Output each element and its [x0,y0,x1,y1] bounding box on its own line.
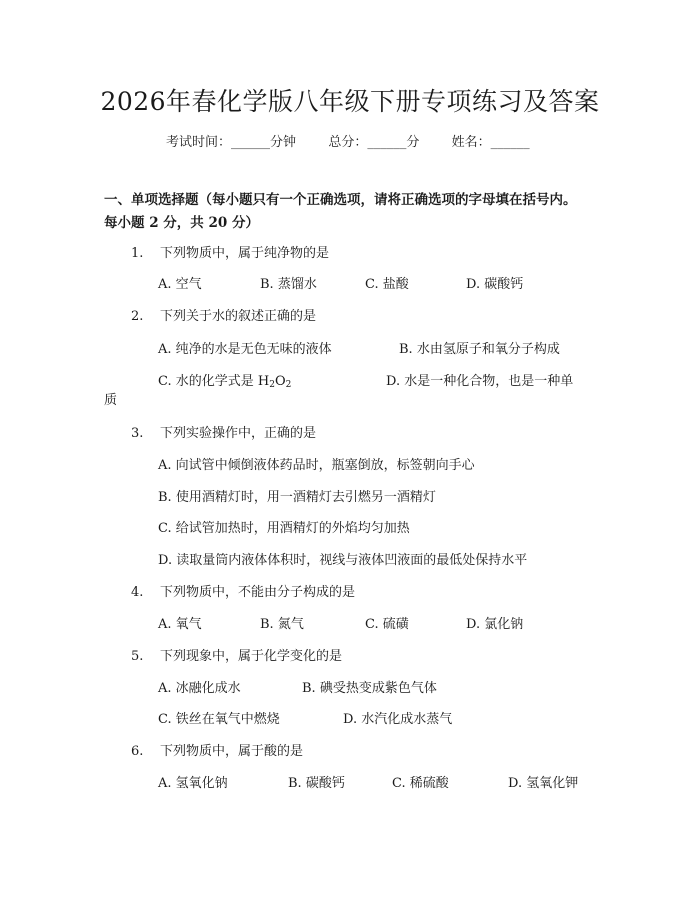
question-number: 5. [131,649,144,664]
question-text: 下列现象中，属于化学变化的是 [159,649,342,664]
option-6c: C. 稀硫酸 [392,776,449,791]
question-1 [131,246,329,262]
option-5b: B. 碘受热变成紫色气体 [302,681,437,696]
total-score-unit: 分 [406,135,420,150]
question-number: 4. [131,585,144,600]
option-1b: B. 蒸馏水 [260,277,317,292]
option-1a: A. 空气 [158,277,202,292]
option-3c: C. 给试管加热时，用酒精灯的外焰均匀加热 [158,521,410,536]
section-heading-line1: 一、单项选择题（每小题只有一个正确选项，请将正确选项的字母填在括号内。 [104,192,577,208]
total-score-label: 总分： [328,135,368,150]
question-4 [131,585,355,601]
option-3b: B. 使用酒精灯时，用一酒精灯去引燃另一酒精灯 [158,490,436,505]
section-heading [104,189,604,235]
option-1c: C. 盐酸 [365,277,409,292]
option-6a: A. 氢氧化钠 [158,776,228,791]
option-2b: B. 水由氢原子和氧分子构成 [399,342,560,357]
question-number: 6. [131,744,144,759]
option-2d-wrap: 质 [104,393,118,408]
question-number: 2. [131,309,144,324]
exam-time-label: 考试时间： [166,135,232,150]
exam-time-blank: ______ [231,135,271,150]
option-3d: D. 读取量筒内液体体积时，视线与液体凹液面的最低处保持水平 [158,553,528,568]
exam-info-line [166,131,530,150]
option-2d: D. 水是一种化合物，也是一种单 [386,374,574,389]
option-5a: A. 冰融化成水 [158,681,241,696]
exam-time-unit: 分钟 [270,135,297,150]
option-4b: B. 氮气 [260,617,304,632]
question-number: 1. [131,246,144,261]
total-score-blank: ______ [367,135,407,150]
option-5d: D. 水汽化成水蒸气 [343,712,453,727]
option-2c: C. 水的化学式是 $H_2O_2$ [158,374,292,390]
section-heading-line2: 每小题 2 分，共 20 分） [104,215,259,231]
option-3a: A. 向试管中倾倒液体药品时，瓶塞倒放，标签朝向手心 [158,458,475,473]
option-1d: D. 碳酸钙 [466,277,524,292]
question-3 [131,426,316,442]
option-2a: A. 纯净的水是无色无味的液体 [158,342,332,357]
question-number: 3. [131,426,144,441]
option-4d: D. 氯化钠 [466,617,524,632]
student-name-label: 姓名： [451,135,491,150]
option-4c: C. 硫磺 [365,617,409,632]
question-text: 下列实验操作中，正确的是 [159,426,316,441]
student-name-blank: ______ [490,135,530,150]
option-6d: D. 氢氧化钾 [508,776,579,791]
question-2 [131,309,316,325]
option-5c: C. 铁丝在氧气中燃烧 [158,712,280,727]
page-title: 2026年春化学版八年级下册专项练习及答案 [100,87,600,116]
option-6b: B. 碳酸钙 [288,776,345,791]
question-text: 下列物质中，属于纯净物的是 [159,246,329,261]
question-6 [131,744,303,760]
question-text: 下列关于水的叙述正确的是 [159,309,316,324]
question-5 [131,649,342,665]
question-text: 下列物质中，属于酸的是 [159,744,303,759]
option-4a: A. 氧气 [158,617,202,632]
question-text: 下列物质中，不能由分子构成的是 [159,585,355,600]
